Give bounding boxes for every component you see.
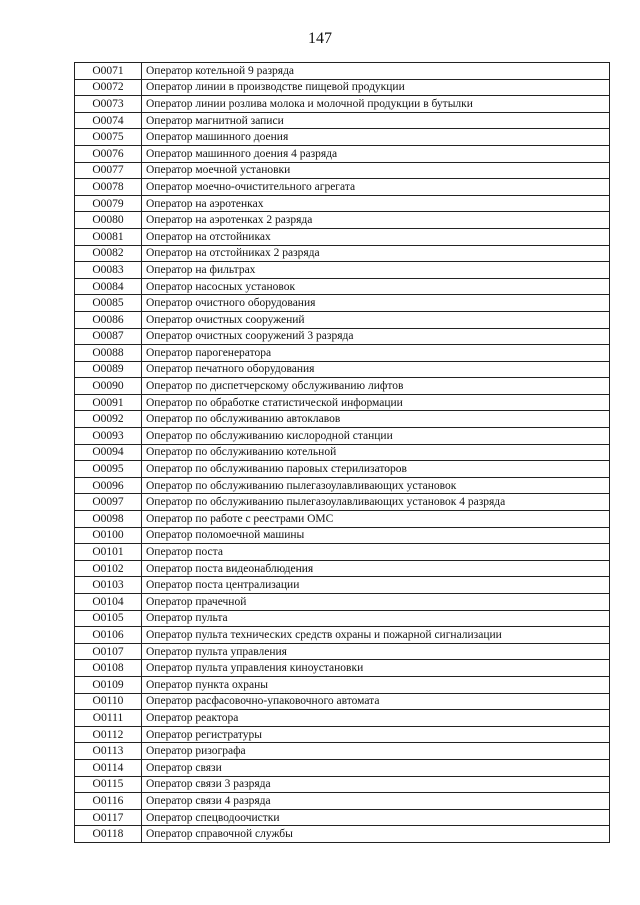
table-row	[75, 394, 610, 411]
occupation-code: O0098	[75, 511, 142, 528]
occupation-name: Оператор очистных сооружений 3 разряда	[142, 328, 610, 345]
occupation-code: O0071	[75, 63, 142, 80]
occupation-name: Оператор пульта управления	[142, 643, 610, 660]
occupation-name: Оператор на отстойниках 2 разряда	[142, 245, 610, 262]
occupation-code: O0080	[75, 212, 142, 229]
occupation-code: O0094	[75, 444, 142, 461]
occupation-code: O0078	[75, 179, 142, 196]
occupation-code: O0084	[75, 278, 142, 295]
table-row	[75, 112, 610, 129]
occupation-name: Оператор ризографа	[142, 743, 610, 760]
occupation-name: Оператор по обслуживанию кислородной станции	[142, 428, 610, 445]
table-row	[75, 129, 610, 146]
occupation-code: O0116	[75, 793, 142, 810]
page-number: 147	[308, 30, 332, 47]
occupation-name: Оператор машинного доения	[142, 129, 610, 146]
table-row	[75, 79, 610, 96]
occupation-code: O0082	[75, 245, 142, 262]
occupation-code: O0077	[75, 162, 142, 179]
occupation-code: O0079	[75, 195, 142, 212]
occupation-code: O0081	[75, 228, 142, 245]
occupation-code: O0115	[75, 776, 142, 793]
table-row	[75, 145, 610, 162]
table-row	[75, 295, 610, 312]
occupation-code: O0106	[75, 627, 142, 644]
table-row	[75, 793, 610, 810]
occupation-name: Оператор пункта охраны	[142, 676, 610, 693]
table-row	[75, 162, 610, 179]
occupation-code: O0087	[75, 328, 142, 345]
occupation-code: O0113	[75, 743, 142, 760]
occupation-code: O0074	[75, 112, 142, 129]
occupation-code: O0092	[75, 411, 142, 428]
table-row	[75, 527, 610, 544]
occupation-name: Оператор пульта	[142, 610, 610, 627]
occupation-name: Оператор магнитной записи	[142, 112, 610, 129]
table-row	[75, 262, 610, 279]
occupation-name: Оператор по обслуживанию пылегазоулавливающих установок 4 разряда	[142, 494, 610, 511]
table-row	[75, 726, 610, 743]
table-row	[75, 594, 610, 611]
occupation-name: Оператор справочной службы	[142, 826, 610, 843]
occupation-name: Оператор пульта управления киноустановки	[142, 660, 610, 677]
occupation-code: O0091	[75, 394, 142, 411]
occupation-name: Оператор реактора	[142, 710, 610, 727]
occupation-name: Оператор связи 3 разряда	[142, 776, 610, 793]
occupation-name: Оператор по работе с реестрами ОМС	[142, 511, 610, 528]
occupation-name: Оператор поста централизации	[142, 577, 610, 594]
occupation-name: Оператор прачечной	[142, 594, 610, 611]
occupation-name: Оператор пульта технических средств охраны и пожарной сигнализации	[142, 627, 610, 644]
table-row	[75, 477, 610, 494]
occupation-name: Оператор расфасовочно-упаковочного автомата	[142, 693, 610, 710]
occupation-code: O0107	[75, 643, 142, 660]
occupation-code: O0072	[75, 79, 142, 96]
occupation-code: O0096	[75, 477, 142, 494]
table-row	[75, 212, 610, 229]
occupation-code: O0090	[75, 378, 142, 395]
table-row	[75, 179, 610, 196]
table-row	[75, 245, 610, 262]
occupation-table	[74, 62, 610, 843]
table-row	[75, 710, 610, 727]
occupation-name: Оператор связи	[142, 759, 610, 776]
occupation-code: O0093	[75, 428, 142, 445]
occupation-code: O0110	[75, 693, 142, 710]
occupation-code: O0111	[75, 710, 142, 727]
occupation-code: O0076	[75, 145, 142, 162]
occupation-name: Оператор поста	[142, 544, 610, 561]
table-row	[75, 560, 610, 577]
occupation-code: O0086	[75, 311, 142, 328]
table-row	[75, 63, 610, 80]
occupation-name: Оператор спецводоочистки	[142, 809, 610, 826]
occupation-name: Оператор связи 4 разряда	[142, 793, 610, 810]
occupation-name: Оператор моечной установки	[142, 162, 610, 179]
occupation-code: O0101	[75, 544, 142, 561]
occupation-code: O0097	[75, 494, 142, 511]
table-row	[75, 428, 610, 445]
table-row	[75, 776, 610, 793]
occupation-code: O0088	[75, 345, 142, 362]
table-row	[75, 809, 610, 826]
table-row	[75, 444, 610, 461]
occupation-code: O0083	[75, 262, 142, 279]
occupation-name: Оператор по обслуживанию пылегазоулавливающих установок	[142, 477, 610, 494]
occupation-name: Оператор поломоечной машины	[142, 527, 610, 544]
table-row	[75, 361, 610, 378]
table-row	[75, 759, 610, 776]
table-row	[75, 544, 610, 561]
table-row	[75, 278, 610, 295]
table-row	[75, 643, 610, 660]
table-row	[75, 610, 610, 627]
occupation-name: Оператор по обслуживанию автоклавов	[142, 411, 610, 428]
occupation-name: Оператор на отстойниках	[142, 228, 610, 245]
occupation-name: Оператор машинного доения 4 разряда	[142, 145, 610, 162]
occupation-code: O0114	[75, 759, 142, 776]
occupation-name: Оператор очистных сооружений	[142, 311, 610, 328]
occupation-name: Оператор по диспетчерскому обслуживанию лифтов	[142, 378, 610, 395]
occupation-code: O0073	[75, 96, 142, 113]
table-row	[75, 627, 610, 644]
occupation-code: O0104	[75, 594, 142, 611]
table-row	[75, 577, 610, 594]
table-row	[75, 195, 610, 212]
occupation-name: Оператор парогенератора	[142, 345, 610, 362]
occupation-code: O0118	[75, 826, 142, 843]
occupation-code: O0112	[75, 726, 142, 743]
occupation-code: O0102	[75, 560, 142, 577]
table-row	[75, 228, 610, 245]
table-row	[75, 676, 610, 693]
occupation-code: O0085	[75, 295, 142, 312]
occupation-name: Оператор на фильтрах	[142, 262, 610, 279]
occupation-code: O0109	[75, 676, 142, 693]
occupation-code: O0117	[75, 809, 142, 826]
occupation-name: Оператор котельной 9 разряда	[142, 63, 610, 80]
occupation-name: Оператор насосных установок	[142, 278, 610, 295]
table-row	[75, 660, 610, 677]
occupation-name: Оператор печатного оборудования	[142, 361, 610, 378]
table-row	[75, 345, 610, 362]
table-row	[75, 378, 610, 395]
occupation-code: O0089	[75, 361, 142, 378]
occupation-code: O0105	[75, 610, 142, 627]
occupation-name: Оператор поста видеонаблюдения	[142, 560, 610, 577]
occupation-code: O0095	[75, 461, 142, 478]
occupation-code: O0103	[75, 577, 142, 594]
table-row	[75, 311, 610, 328]
table-body	[75, 63, 610, 843]
occupation-name: Оператор очистного оборудования	[142, 295, 610, 312]
table-row	[75, 743, 610, 760]
table-row	[75, 461, 610, 478]
occupation-name: Оператор моечно-очистительного агрегата	[142, 179, 610, 196]
occupation-name: Оператор линии розлива молока и молочной продукции в бутылки	[142, 96, 610, 113]
occupation-name: Оператор по обслуживанию котельной	[142, 444, 610, 461]
occupation-name: Оператор по обработке статистической информации	[142, 394, 610, 411]
occupation-name: Оператор регистратуры	[142, 726, 610, 743]
table-row	[75, 693, 610, 710]
occupation-code: O0075	[75, 129, 142, 146]
occupation-name: Оператор на аэротенках	[142, 195, 610, 212]
occupation-name: Оператор линии в производстве пищевой продукции	[142, 79, 610, 96]
table-row	[75, 96, 610, 113]
occupation-name: Оператор по обслуживанию паровых стерилизаторов	[142, 461, 610, 478]
occupation-code: O0100	[75, 527, 142, 544]
occupation-name: Оператор на аэротенках 2 разряда	[142, 212, 610, 229]
table-row	[75, 411, 610, 428]
table-row	[75, 511, 610, 528]
table-row	[75, 328, 610, 345]
occupation-code: O0108	[75, 660, 142, 677]
table-row	[75, 826, 610, 843]
table-row	[75, 494, 610, 511]
